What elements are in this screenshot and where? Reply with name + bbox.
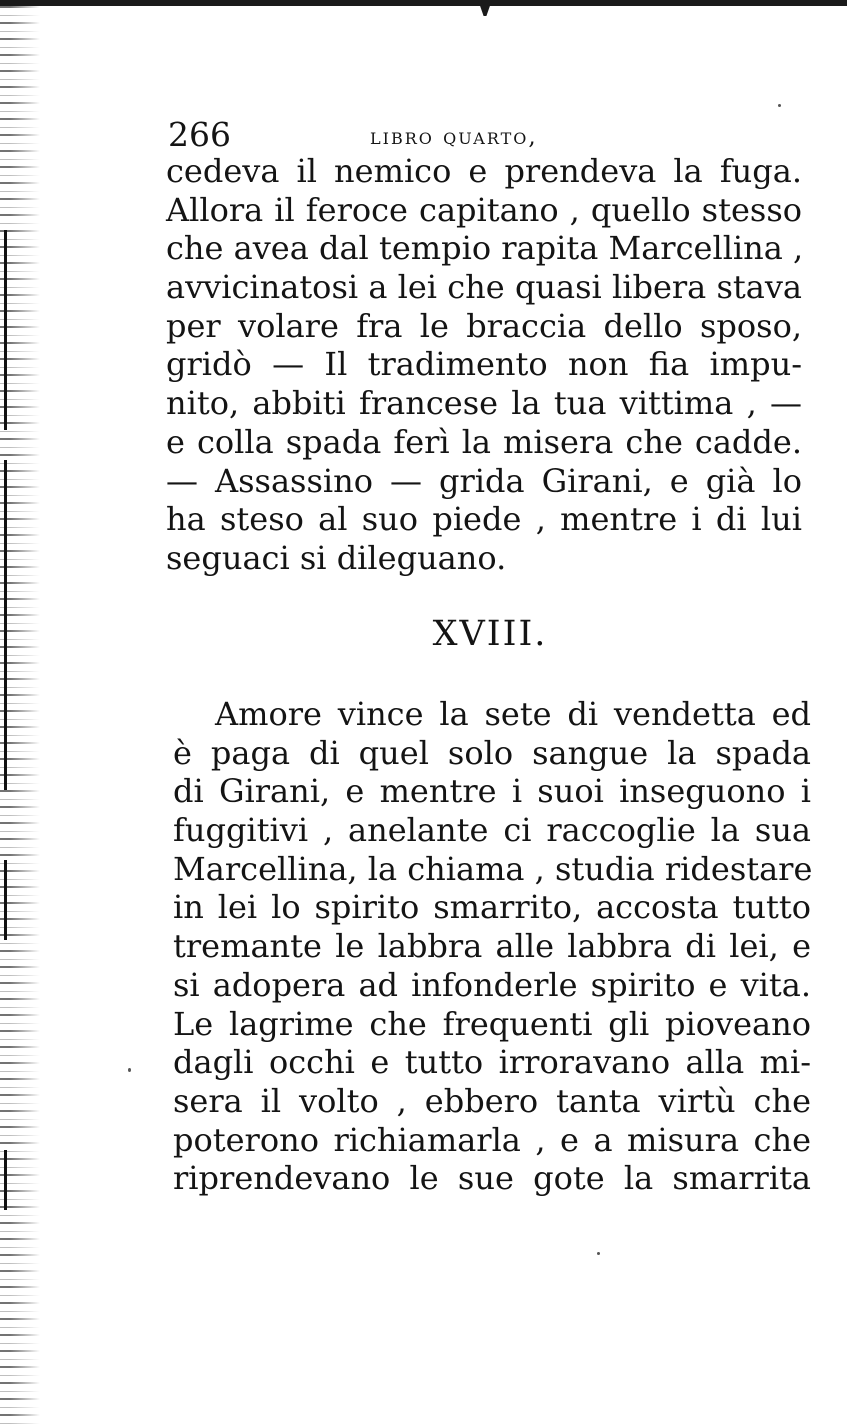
text-line: in lei lo spirito smarrito, accosta tutto (173, 888, 811, 927)
page-binding-mark (4, 460, 7, 790)
text-line: tremante le labbra alle labbra di lei, e (173, 927, 811, 966)
paper-speck (597, 1252, 600, 1255)
paragraph-continuation (166, 152, 802, 578)
text-line: Allora il feroce capitano , quello stesso (166, 190, 802, 229)
paper-speck (778, 104, 781, 107)
paragraph-section-xviii (173, 695, 811, 1198)
paper-speck (128, 1068, 131, 1072)
text-line: e colla spada ferì la misera che cadde. (166, 422, 802, 461)
text-line: Marcellina, la chiama , studia ridestare (173, 849, 813, 888)
text-line: si adopera ad infonderle spirito e vita. (173, 965, 811, 1004)
page-binding-mark (4, 230, 7, 430)
text-line: per volare fra le braccia dello sposo, (166, 306, 802, 345)
text-line: nito, abbiti francese la tua vittima , — (166, 384, 802, 423)
page-number: 266 (168, 115, 231, 154)
section-title: XVIII. (432, 614, 548, 654)
page-top-edge-mark (478, 0, 492, 16)
text-line: è paga di quel solo sangue la spada (173, 733, 811, 772)
text-line: dagli occhi e tutto irroravano alla mi- (173, 1043, 811, 1082)
text-line: cedeva il nemico e prendeva la fuga. (166, 152, 802, 190)
page-binding-mark (4, 860, 7, 940)
text-line: gridò — Il tradimento non fia impu- (166, 345, 802, 384)
text-line: poterono richiamarla , e a misura che (173, 1120, 811, 1159)
text-line: — Assassino — grida Girani, e già lo (166, 461, 802, 500)
page-top-edge (0, 0, 847, 6)
text-line: fuggitivi , anelante ci raccoglie la sua (173, 811, 811, 850)
text-line: ha steso al suo piede , mentre i di lui (166, 500, 802, 539)
text-line: che avea dal tempio rapita Marcellina , (166, 229, 804, 268)
text-line: avvicinatosi a lei che quasi libera stava (166, 268, 802, 307)
text-line: Le lagrime che frequenti gli pioveano (173, 1004, 811, 1043)
text-line: Amore vince la sete di vendetta ed (215, 695, 811, 733)
page-binding-mark (4, 1150, 7, 1210)
text-line: seguaci si dileguano. (166, 538, 507, 577)
text-line: di Girani, e mentre i suoi inseguono i (173, 772, 811, 811)
text-line: riprendevano le sue gote la smarrita (173, 1159, 811, 1198)
page-header (168, 115, 813, 155)
text-line: sera il volto , ebbero tanta virtù che (173, 1081, 811, 1120)
running-head: libro quarto, (370, 124, 538, 150)
